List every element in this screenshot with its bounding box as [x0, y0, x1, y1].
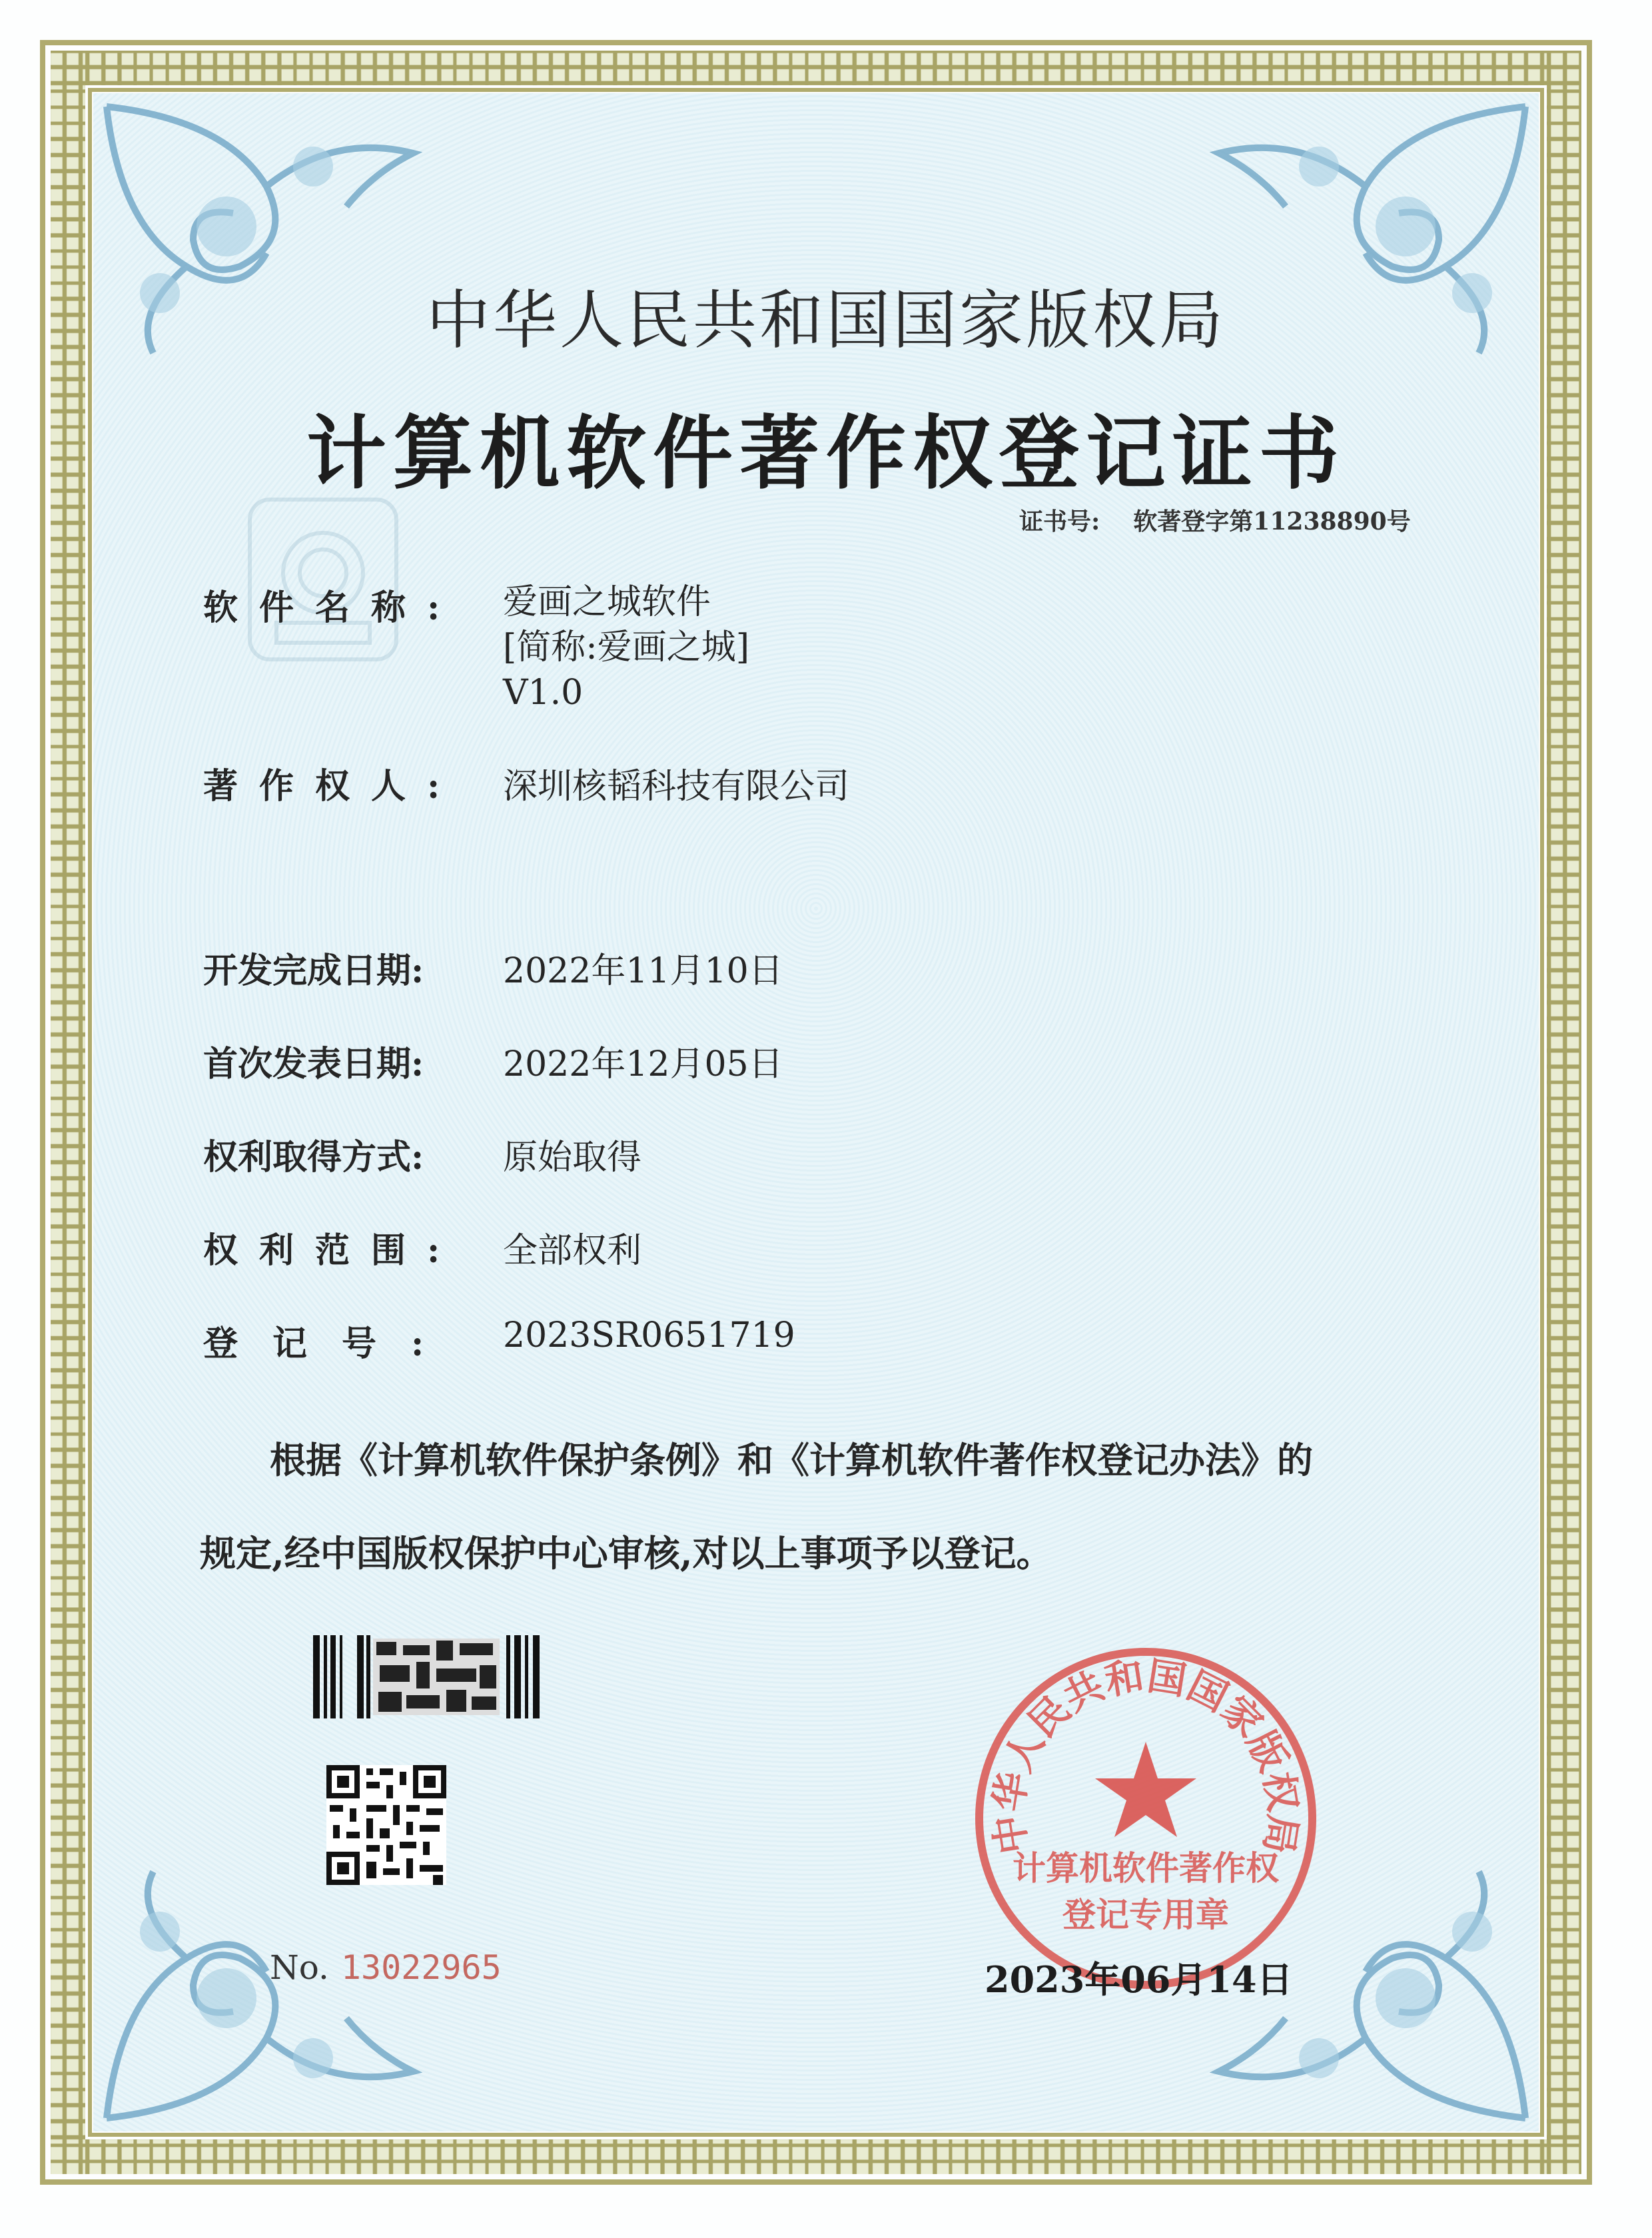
- acquisition-method-value: 原始取得: [503, 1138, 642, 1178]
- registration-no-value: 2023SR0651719: [503, 1315, 795, 1355]
- corner-ornament-bottom-left: [93, 1865, 440, 2131]
- rights-scope-value: 全部权利: [503, 1231, 642, 1271]
- certificate-number-value: 软著登字第11238890号: [1133, 508, 1411, 536]
- software-name-label: 软件名称:: [203, 587, 462, 628]
- software-name-line: 爱画之城软件: [503, 582, 711, 622]
- seal-center-line-2: 登记专用章: [1062, 1895, 1229, 1934]
- first-publish-date-value: 2022年12月05日: [503, 1044, 783, 1084]
- seal-ring-text: 中华人民共和国国家版权局: [985, 1653, 1306, 1857]
- software-version-line: V1.0: [503, 673, 584, 713]
- copyright-owner-label: 著作权人:: [203, 766, 462, 807]
- official-seal: [969, 1642, 1322, 1995]
- serial-number-label: No.: [270, 1948, 329, 1987]
- rights-scope-label: 权利范围:: [203, 1230, 462, 1271]
- dev-complete-date-value: 2022年11月10日: [503, 951, 783, 991]
- dev-complete-date-label: 开发完成日期:: [203, 950, 424, 991]
- first-publish-date-label: 首次发表日期:: [203, 1044, 424, 1084]
- software-short-name-line: [简称:爱画之城]: [503, 627, 750, 667]
- barcode: [313, 1635, 546, 1718]
- acquisition-method-label: 权利取得方式:: [203, 1137, 424, 1178]
- software-name-value: [503, 579, 749, 715]
- certificate-title: 计算机软件著作权登记证书: [306, 406, 1346, 500]
- issuing-authority: 中华人民共和国国家版权局: [426, 283, 1226, 358]
- certificate-number: [1019, 503, 1411, 537]
- statement-line-2: 规定,经中国版权保护中心审核,对以上事项予以登记。: [200, 1532, 1052, 1575]
- qr-code: [326, 1765, 446, 1885]
- serial-number-value: 13022965: [340, 1948, 502, 1987]
- registration-no-label: 登记号:: [203, 1323, 459, 1364]
- statement-line-1: 根据《计算机软件保护条例》和《计算机软件著作权登记办法》的: [270, 1439, 1313, 1481]
- serial-number: [270, 1948, 502, 1987]
- issue-date: 2023年06月14日: [985, 1958, 1293, 2001]
- certificate-number-label: 证书号:: [1019, 508, 1100, 536]
- copyright-owner-value: 深圳核韬科技有限公司: [503, 767, 850, 807]
- seal-center-line-1: 计算机软件著作权: [1013, 1848, 1279, 1888]
